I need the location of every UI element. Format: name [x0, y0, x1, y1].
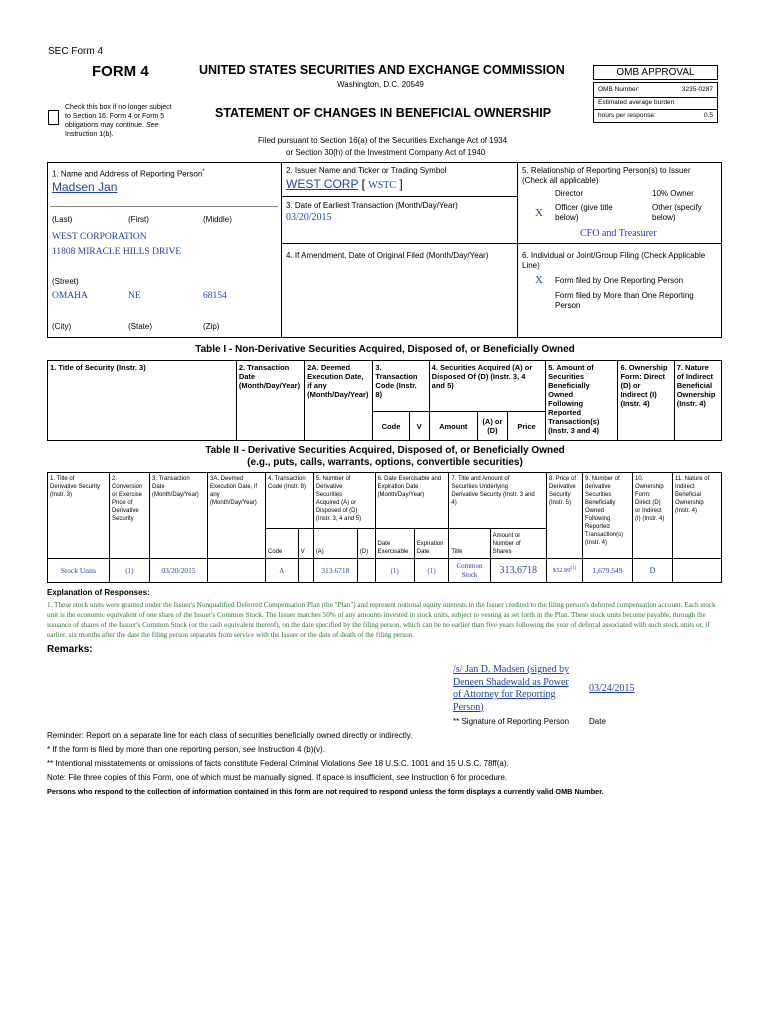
officer-check-mark[interactable]: X	[535, 207, 543, 219]
street-label: (Street)	[52, 277, 79, 286]
row-nature	[673, 559, 722, 583]
issuer-name[interactable]: WEST CORP [ WSTC ]	[286, 177, 403, 191]
city-value: OMAHA	[52, 291, 88, 301]
t2-col-title: 1. Title of Derivative Security (Instr. 3)	[48, 473, 110, 559]
address-line1: WEST CORPORATION	[52, 232, 147, 242]
t1-col-ownership-form: 6. Ownership Form: Direct (D) or Indirect (I) (Instr. 4)	[618, 361, 674, 441]
row-expiration: (1)	[414, 559, 449, 583]
form-title: FORM 4	[92, 63, 149, 80]
explanation-text: 1. These stock units were granted under the Issuer's Nonqualified Deferred Compensation Plan (the "Plan") and represent notional equity interests in the Issuer credited to the filing person's deferred compensation account. Each stock unit is the economic equivalent of one share of the Issuer's Common Stock. The Issuer matches 50% of any amounts invested in stock units, subject to vesting as set forth in the Plan. These stock units become payable, through the issuance of shares of the Issuer's Common Stock (or the cash equivalent thereof), on the date specified by the filing person, which can be no earlier than five years following the year of deferral associated with such stock units or, if earlier, six months after the date the filing person separates from service with the Issuer or the date of death of the filing person.	[47, 601, 716, 639]
t2-sub-v: V	[298, 528, 313, 558]
sec-form-label: SEC Form 4	[48, 46, 104, 57]
city-label: (City)	[52, 322, 72, 331]
table1-title: Table I - Non-Derivative Securities Acquired, Disposed of, or Beneficially Owned	[195, 344, 575, 355]
t2-sub-a: (A)	[313, 528, 357, 558]
t2-col-code: 4. Transaction Code (Instr. 8)	[266, 473, 314, 529]
no-longer-subject-checkbox[interactable]	[48, 110, 59, 125]
zip-value: 68154	[203, 291, 227, 301]
row-conversion: (1)	[110, 559, 150, 583]
row-form: D	[633, 559, 673, 583]
footer-note-asterisk: * If the form is filed by more than one reporting person, see Instruction 4 (b)(v).	[47, 745, 325, 754]
row-title: Common Stock	[449, 559, 490, 583]
first-label: (First)	[128, 215, 149, 224]
t2-col-price: 8. Price of Derivative Security (Instr. 5)	[547, 473, 583, 559]
row-exercisable: (1)	[375, 559, 414, 583]
t1-sub-code: Code	[373, 412, 409, 441]
middle-label: (Middle)	[203, 215, 232, 224]
t1-sub-v: V	[409, 412, 429, 441]
row-v	[298, 559, 313, 583]
footer-reminder: Reminder: Report on a separate line for each class of securities beneficially owned directly or indirectly.	[47, 731, 413, 740]
t2-col-conversion: 2. Conversion or Exercise Price of Derivative Security	[110, 473, 150, 559]
row-date: 03/20/2015	[150, 559, 208, 583]
t2-sub-title: Title	[449, 528, 490, 558]
issuer-label: 2. Issuer Name and Ticker or Trading Symbol	[286, 166, 447, 175]
t1-col-amount-owned: 5. Amount of Securities Beneficially Owned Following Reported Transaction(s) (Instr. 3 and 4)	[546, 361, 618, 441]
t2-col-date: 3. Transaction Date (Month/Day/Year)	[150, 473, 208, 559]
statement-title: STATEMENT OF CHANGES IN BENEFICIAL OWNERSHIP	[215, 106, 552, 120]
earliest-transaction-label: 3. Date of Earliest Transaction (Month/Day/Year)	[286, 201, 458, 210]
t1-sub-aord: (A) or (D)	[477, 412, 507, 441]
commission-title: UNITED STATES SECURITIES AND EXCHANGE COMMISSION	[199, 63, 565, 77]
derivative-table	[47, 472, 722, 583]
omb-approval-header: OMB APPROVAL	[593, 65, 718, 80]
t1-sub-price: Price	[507, 412, 545, 441]
t2-sub-date-exercisable: Date Exercisable	[375, 528, 414, 558]
ten-percent-owner-option[interactable]: 10% Owner	[652, 189, 694, 198]
t1-col-date: 2. Transaction Date (Month/Day/Year)	[236, 361, 304, 441]
amendment-label: 4. If Amendment, Date of Original Filed (Month/Day/Year)	[286, 251, 489, 260]
t1-sub-amount: Amount	[429, 412, 477, 441]
t2-sub-amount: Amount or Number of Shares	[490, 528, 546, 558]
filed-pursuant-line1: Filed pursuant to Section 16(a) of the Securities Exchange Act of 1934	[258, 136, 508, 145]
explanation-title: Explanation of Responses:	[47, 588, 150, 597]
t2-sub-code: Code	[266, 528, 299, 558]
t2-col-nature: 11. Nature of Indirect Beneficial Ownership (Instr. 4)	[673, 473, 722, 559]
t2-col-form: 10. Ownership Form: Direct (D) or Indirect (I) (Instr. 4)	[633, 473, 673, 559]
filed-pursuant-line2: or Section 30(h) of the Investment Company Act of 1940	[286, 148, 486, 157]
row-security: Stock Units	[48, 559, 110, 583]
t2-col-owned: 9. Number of derivative Securities Beneficially Owned Following Reported Transaction(s) (Instr. 4)	[583, 473, 633, 559]
checkbox-instructions: Check this box if no longer subject to Section 16. Form 4 or Form 5 obligations may continue. See Instruction 1(b).	[65, 104, 172, 138]
more-reporting-persons-option[interactable]: Form filed by More than One Reporting Person	[555, 291, 694, 310]
signature-date: 03/24/2015	[589, 683, 635, 694]
address-line2: 11808 MIRACLE HILLS DRIVE	[52, 247, 182, 257]
state-value: NE	[128, 291, 141, 301]
table2-title: Table II - Derivative Securities Acquired, Disposed of, or Beneficially Owned (e.g., puts, calls, warrants, options, convertible securities)	[205, 445, 565, 468]
t1-col-title: 1. Title of Security (Instr. 3)	[48, 361, 237, 441]
t1-col-code: 3. Transaction Code (Instr. 8)	[373, 361, 429, 412]
signature-label: ** Signature of Reporting Person	[453, 717, 570, 726]
t2-sub-d: (D)	[357, 528, 375, 558]
officer-title: CFO and Treasurer	[580, 228, 657, 239]
footer-omb-notice: Persons who respond to the collection of information contained in this form are not required to respond unless the form displays a currently valid OMB Number.	[47, 787, 604, 796]
state-label: (State)	[128, 322, 153, 331]
t2-sub-expiration: Expiration Date	[414, 528, 449, 558]
date-label: Date	[589, 717, 606, 726]
commission-city: Washington, D.C. 20549	[337, 80, 424, 89]
remarks-title: Remarks:	[47, 644, 93, 655]
reporting-person-label: 1. Name and Address of Reporting Person*	[52, 169, 205, 179]
director-option[interactable]: Director	[555, 189, 584, 198]
t2-col-deemed: 3A. Deemed Execution Date, if any (Month/Day/Year)	[208, 473, 266, 559]
t2-col-number: 5. Number of Derivative Securities Acquired (A) or Disposed of (D) (Instr. 3, 4 and 5)	[313, 473, 375, 529]
row-deemed	[208, 559, 266, 583]
last-label: (Last)	[52, 215, 73, 224]
signature: /s/ Jan D. Madsen (signed by Deneen Shadewald as Power of Attorney for Reporting Person)	[453, 664, 570, 713]
filing-type-label: 6. Individual or Joint/Group Filing (Check Applicable Line)	[522, 251, 706, 270]
one-person-check-mark[interactable]: X	[535, 274, 543, 286]
t2-col-underlying: 7. Title and Amount of Securities Underlying Derivative Security (Instr. 3 and 4)	[449, 473, 547, 529]
non-derivative-table	[47, 360, 722, 441]
row-a: 313.6718	[313, 559, 357, 583]
row-owned: 1,679.549	[583, 559, 633, 583]
row-price: $32.99$^{(1)}$	[547, 559, 583, 583]
table-row	[48, 559, 722, 583]
t1-col-acquired: 4. Securities Acquired (A) or Disposed Of (D) (Instr. 3, 4 and 5)	[429, 361, 545, 412]
one-reporting-person-option[interactable]: Form filed by One Reporting Person	[555, 276, 684, 285]
relationship-label: 5. Relationship of Reporting Person(s) to Issuer (Check all applicable)	[522, 166, 691, 185]
officer-option[interactable]: Officer (give title below)	[555, 203, 613, 222]
other-option[interactable]: Other (specify below)	[652, 203, 702, 222]
row-amount: 313.6718	[490, 559, 546, 583]
omb-approval-box: OMB Number: 3235-0287 Estimated average burden hours per response: 0.5	[593, 82, 718, 123]
zip-label: (Zip)	[203, 322, 220, 331]
t1-col-nature: 7. Nature of Indirect Beneficial Ownership (Instr. 4)	[674, 361, 721, 441]
footer-note-double-asterisk: ** Intentional misstatements or omissions of facts constitute Federal Criminal Violations See 18 U.S.C. 1001 and 15 U.S.C. 78ff(a).	[47, 759, 509, 768]
t2-col-exercisable: 6. Date Exercisable and Expiration Date (Month/Day/Year)	[375, 473, 449, 529]
row-d	[357, 559, 375, 583]
earliest-transaction-date: 03/20/2015	[286, 212, 332, 223]
row-code: A	[266, 559, 299, 583]
footer-note-copies: Note: File three copies of this Form, one of which must be manually signed. If space is insufficient, see Instruction 6 for procedure.	[47, 773, 508, 782]
t1-col-deemed: 2A. Deemed Execution Date, if any (Month/Day/Year)	[305, 361, 373, 441]
reporting-person-name[interactable]: Madsen Jan	[52, 180, 118, 194]
